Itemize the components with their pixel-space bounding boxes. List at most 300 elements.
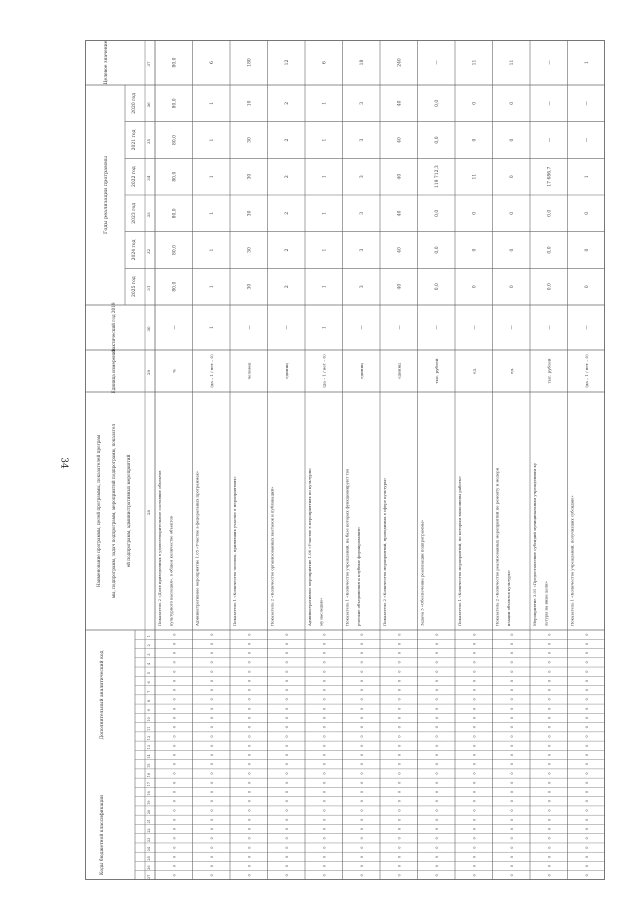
page-number: 34 xyxy=(58,457,69,469)
row-code-value: 0 xyxy=(434,818,439,821)
header-target: Целевое значение xyxy=(104,40,109,85)
header-program-name: мы, подпрограмм, задач подпрограмм, мероприятий подпрограмм, показател xyxy=(111,423,116,599)
row-code-value: 0 xyxy=(509,874,514,877)
code-col-number: 20 xyxy=(147,809,151,815)
header-program-name: Наименование программы, целей программы, показателей програм xyxy=(96,434,101,588)
row-year-value: 1 xyxy=(322,175,328,179)
row-code-value: 0 xyxy=(434,689,439,692)
row-code-value: 0 xyxy=(247,670,252,673)
row-code-value: 0 xyxy=(209,670,214,673)
row-year-value: 0 xyxy=(472,101,478,105)
row-code-value: 0 xyxy=(584,633,589,636)
row-code-value: 0 xyxy=(397,652,402,655)
row-code-value: 0 xyxy=(247,790,252,794)
row-code-value: 0 xyxy=(247,772,252,775)
row-year-value: 0 xyxy=(509,248,515,252)
row-year-value: 1 xyxy=(209,248,215,252)
row-name: Показатель 2 «Доля приведенных в удовлетворительное состояние объектов xyxy=(157,470,162,626)
row-code-value: 0 xyxy=(584,661,589,664)
row-code-value: 0 xyxy=(397,661,402,664)
row-base-value: — xyxy=(284,325,290,330)
row-code-value: 0 xyxy=(359,753,364,757)
row-code-value: 0 xyxy=(472,633,477,636)
row-code-value: 0 xyxy=(509,689,514,692)
row-code-value: 0 xyxy=(284,818,289,821)
row-code-value: 0 xyxy=(322,874,327,877)
row-code-value: 0 xyxy=(209,772,214,775)
row-code-value: 0 xyxy=(172,790,177,794)
row-code-value: 0 xyxy=(359,633,364,636)
row-code-value: 0 xyxy=(547,790,552,794)
row-code-value: 0 xyxy=(397,726,402,729)
row-code-value: 0 xyxy=(397,874,402,877)
row-year-value: 1 xyxy=(584,175,590,179)
row-code-value: 0 xyxy=(509,652,514,655)
row-code-value: 0 xyxy=(359,698,364,701)
row-code-value: 0 xyxy=(584,735,589,738)
row-year-value: 0 xyxy=(584,285,590,289)
row-year-value: 0,0 xyxy=(434,209,440,217)
row-code-value: 0 xyxy=(584,753,589,757)
row-year-value: 1 xyxy=(322,101,328,105)
row-base-value: — xyxy=(584,325,590,330)
row-code-value: 0 xyxy=(284,809,289,812)
row-year-value: 0 xyxy=(472,285,478,289)
col-number: 28 xyxy=(146,509,151,516)
row-code-value: 0 xyxy=(209,827,214,831)
row-code-value: 0 xyxy=(247,642,252,646)
row-code-value: 0 xyxy=(472,781,477,784)
row-year-value: 80,0 xyxy=(172,208,178,219)
code-col-number: 21 xyxy=(147,819,151,824)
row-code-value: 0 xyxy=(359,735,364,738)
row-code-value: 0 xyxy=(509,707,514,710)
row-code-value: 0 xyxy=(359,661,364,664)
row-code-value: 0 xyxy=(584,809,589,812)
row-target-value: 240 xyxy=(397,58,403,67)
row-code-value: 0 xyxy=(472,689,477,692)
row-year-value: 30 xyxy=(247,137,253,143)
row-code-value: 0 xyxy=(397,716,402,720)
row-code-value: 0 xyxy=(434,855,439,858)
row-code-value: 0 xyxy=(172,716,177,720)
row-code-value: 0 xyxy=(359,837,364,840)
row-code-value: 0 xyxy=(547,864,552,868)
row-code-value: 0 xyxy=(172,837,177,840)
row-code-value: 0 xyxy=(472,818,477,821)
row-code-value: 0 xyxy=(209,800,214,803)
row-code-value: 0 xyxy=(247,753,252,757)
row-year-value: 1 xyxy=(209,175,215,179)
row-code-value: 0 xyxy=(547,846,552,849)
row-year-value: 0 xyxy=(472,138,478,142)
row-code-value: 0 xyxy=(509,744,514,747)
row-code-value: 0 xyxy=(322,855,327,858)
row-code-value: 0 xyxy=(322,772,327,775)
col-number: 31 xyxy=(146,285,151,291)
row-code-value: 0 xyxy=(547,809,552,812)
row-code-value: 0 xyxy=(172,689,177,692)
row-code-value: 0 xyxy=(397,642,402,646)
row-year-value: 40 xyxy=(397,210,403,217)
row-year-value: 2 xyxy=(284,138,290,142)
row-code-value: 0 xyxy=(284,633,289,636)
row-code-value: 0 xyxy=(172,726,177,729)
row-code-value: 0 xyxy=(434,790,439,794)
row-code-value: 0 xyxy=(397,689,402,692)
row-code-value: 0 xyxy=(284,716,289,720)
row-code-value: 0 xyxy=(209,633,214,636)
row-code-value: 0 xyxy=(584,698,589,701)
row-code-value: 0 xyxy=(472,642,477,646)
col-number: 30 xyxy=(146,326,151,332)
row-unit: ед. xyxy=(471,367,477,375)
row-name: Показатель 1 «Количество мероприятий, по которым выполнены работы» xyxy=(457,475,462,626)
header-budget-codes: Коды бюджетной классификации xyxy=(100,794,105,876)
row-code-value: 0 xyxy=(584,679,589,683)
row-code-value: 0 xyxy=(584,642,589,646)
row-code-value: 0 xyxy=(359,763,364,766)
row-year-value: 2 xyxy=(284,175,290,179)
code-col-number: 8 xyxy=(147,699,151,703)
row-code-value: 0 xyxy=(284,827,289,831)
row-year-value: 3 xyxy=(359,138,365,142)
row-code-value: 0 xyxy=(472,763,477,766)
row-year-value: 0 xyxy=(509,175,515,179)
row-code-value: 0 xyxy=(584,837,589,840)
row-code-value: 0 xyxy=(284,790,289,794)
row-year-value: 80,0 xyxy=(172,134,178,146)
row-code-value: 0 xyxy=(172,670,177,673)
row-code-value: 0 xyxy=(547,772,552,775)
row-code-value: 0 xyxy=(509,670,514,673)
row-code-value: 0 xyxy=(172,661,177,664)
row-base-value: — xyxy=(172,325,178,330)
row-code-value: 0 xyxy=(434,670,439,673)
row-target-value: 12 xyxy=(284,59,290,66)
row-code-value: 0 xyxy=(547,633,552,636)
row-year-value: 0 xyxy=(509,285,515,289)
row-year-value: 40 xyxy=(397,247,403,253)
header-year: 2024 год xyxy=(132,239,137,261)
row-code-value: 0 xyxy=(397,790,402,794)
row-code-value: 0 xyxy=(209,846,214,849)
row-year-value: 11 xyxy=(472,173,478,180)
code-col-number: 17 xyxy=(147,782,151,787)
row-code-value: 0 xyxy=(397,753,402,757)
row-code-value: 0 xyxy=(247,818,252,821)
row-code-value: 0 xyxy=(322,864,327,868)
row-year-value: 0,0 xyxy=(547,209,553,217)
row-code-value: 0 xyxy=(322,837,327,840)
row-code-value: 0 xyxy=(284,707,289,710)
row-name: Мероприятие 3.01 «Предоставление субсидий муниципальным учреждениям ку xyxy=(532,462,537,626)
row-code-value: 0 xyxy=(322,642,327,646)
row-code-value: 0 xyxy=(434,846,439,849)
header-base-year: Фактический год 2019 xyxy=(111,302,116,353)
code-col-number: 25 xyxy=(147,856,151,861)
row-code-value: 0 xyxy=(247,633,252,636)
row-code-value: 0 xyxy=(359,652,364,655)
row-code-value: 0 xyxy=(284,698,289,701)
row-code-value: 0 xyxy=(284,689,289,692)
row-code-value: 0 xyxy=(284,837,289,840)
row-code-value: 0 xyxy=(397,837,402,840)
row-code-value: 0 xyxy=(547,781,552,784)
row-code-value: 0 xyxy=(322,790,327,794)
row-unit: тыс. рублей xyxy=(546,358,552,384)
row-code-value: 0 xyxy=(209,735,214,738)
row-year-value: 1 xyxy=(322,138,328,142)
row-code-value: 0 xyxy=(322,753,327,757)
row-code-value: 0 xyxy=(584,790,589,794)
row-name: му наследию» xyxy=(318,597,324,626)
row-code-value: 0 xyxy=(322,846,327,849)
row-code-value: 0 xyxy=(397,809,402,812)
document-table xyxy=(85,40,605,880)
col-number: 34 xyxy=(146,175,151,181)
row-code-value: 0 xyxy=(397,800,402,803)
code-col-number: 19 xyxy=(147,800,151,806)
row-code-value: 0 xyxy=(509,716,514,720)
row-code-value: 0 xyxy=(172,818,177,821)
row-code-value: 0 xyxy=(247,864,252,868)
row-code-value: 0 xyxy=(209,679,214,683)
code-col-number: 1 xyxy=(147,635,151,638)
row-code-value: 0 xyxy=(209,661,214,664)
row-year-value: 80,0 xyxy=(172,244,178,256)
row-code-value: 0 xyxy=(509,772,514,775)
row-code-value: 0 xyxy=(509,735,514,738)
row-code-value: 0 xyxy=(584,781,589,784)
row-code-value: 0 xyxy=(247,716,252,720)
row-code-value: 0 xyxy=(584,652,589,655)
row-code-value: 0 xyxy=(359,670,364,673)
row-year-value: 1 xyxy=(209,101,215,105)
row-code-value: 0 xyxy=(284,846,289,849)
row-year-value: 3 xyxy=(359,175,365,179)
row-code-value: 0 xyxy=(547,855,552,858)
row-year-value: 0 xyxy=(584,248,590,252)
row-code-value: 0 xyxy=(584,827,589,831)
row-code-value: 0 xyxy=(397,633,402,636)
code-col-number: 16 xyxy=(147,772,151,778)
row-code-value: 0 xyxy=(172,753,177,757)
row-code-value: 0 xyxy=(284,679,289,683)
row-name: Показатель 1 «Количество учреждений, на базе которых функционируют тво xyxy=(344,469,350,626)
row-code-value: 0 xyxy=(472,716,477,720)
row-code-value: 0 xyxy=(247,855,252,858)
row-year-value: 30 xyxy=(247,210,253,217)
row-code-value: 0 xyxy=(359,800,364,803)
row-code-value: 0 xyxy=(209,818,214,821)
code-col-number: 15 xyxy=(147,763,151,768)
row-code-value: 0 xyxy=(434,633,439,636)
row-year-value: 1 xyxy=(209,211,215,215)
row-code-value: 0 xyxy=(209,698,214,701)
row-code-value: 0 xyxy=(172,864,177,868)
row-name: льтуры на иные цели» xyxy=(543,581,549,626)
row-year-value: 1 xyxy=(209,138,215,142)
row-code-value: 0 xyxy=(172,652,177,655)
row-code-value: 0 xyxy=(172,800,177,803)
row-year-value: 10 xyxy=(247,100,253,107)
row-unit: ед. xyxy=(508,367,514,375)
row-code-value: 0 xyxy=(284,753,289,757)
row-year-value: 0,0 xyxy=(434,283,440,291)
row-name: рческие объединения и клубные формирования» xyxy=(356,526,362,626)
row-code-value: 0 xyxy=(397,707,402,710)
row-code-value: 0 xyxy=(209,744,214,747)
header-additional-code: Дополнительный аналитический код xyxy=(100,650,105,740)
row-year-value: 0,0 xyxy=(434,246,440,254)
row-name: Показатель 2 «Количество мероприятий, проводимых в сфере культуры» xyxy=(382,477,387,626)
row-code-value: 0 xyxy=(284,661,289,664)
row-code-value: 0 xyxy=(322,679,327,683)
row-code-value: 0 xyxy=(397,772,402,775)
row-year-value: 3 xyxy=(359,248,365,252)
row-code-value: 0 xyxy=(472,790,477,794)
row-year-value: 40 xyxy=(397,283,403,290)
header-year: 2020 год xyxy=(132,92,137,114)
row-year-value: 0,0 xyxy=(547,283,553,291)
col-number: 37 xyxy=(146,61,151,67)
row-code-value: 0 xyxy=(172,698,177,701)
row-year-value: 119 712,3 xyxy=(434,165,440,189)
row-target-value: — xyxy=(434,60,440,65)
row-code-value: 0 xyxy=(247,735,252,738)
row-code-value: 0 xyxy=(509,790,514,794)
row-code-value: 0 xyxy=(509,633,514,636)
row-name: Показатель 1 «Количество человек, принявших участие в мероприятиях» xyxy=(232,476,237,626)
row-base-value: 1 xyxy=(209,326,215,329)
row-code-value: 0 xyxy=(509,661,514,664)
row-year-value: 40 xyxy=(397,173,403,180)
row-code-value: 0 xyxy=(472,707,477,710)
row-year-value: — xyxy=(584,101,590,106)
row-target-value: 18 xyxy=(359,59,365,66)
row-code-value: 0 xyxy=(359,726,364,729)
row-year-value: 1 xyxy=(322,285,328,289)
col-number: 35 xyxy=(146,138,151,145)
row-code-value: 0 xyxy=(509,846,514,849)
row-code-value: 0 xyxy=(584,763,589,766)
row-name: Административное мероприятие 1.05 «Участие в федеральных программах» xyxy=(194,470,200,626)
row-unit: единиц xyxy=(396,363,402,379)
row-code-value: 0 xyxy=(172,744,177,747)
row-code-value: 0 xyxy=(472,800,477,803)
row-code-value: 0 xyxy=(434,864,439,868)
row-name: Задача 3 «Обеспечение реализации подпрограммы» xyxy=(419,519,425,626)
row-code-value: 0 xyxy=(584,670,589,673)
row-code-value: 0 xyxy=(434,753,439,757)
row-code-value: 0 xyxy=(584,707,589,710)
row-code-value: 0 xyxy=(434,827,439,831)
row-code-value: 0 xyxy=(247,661,252,664)
row-code-value: 0 xyxy=(247,689,252,692)
row-code-value: 0 xyxy=(472,874,477,877)
row-code-value: 0 xyxy=(209,652,214,655)
row-code-value: 0 xyxy=(584,855,589,858)
row-code-value: 0 xyxy=(397,781,402,784)
row-base-value: — xyxy=(472,325,478,330)
row-code-value: 0 xyxy=(434,735,439,738)
code-col-number: 9 xyxy=(147,709,151,712)
row-code-value: 0 xyxy=(472,726,477,729)
row-code-value: 0 xyxy=(397,827,402,831)
row-year-value: 80,0 xyxy=(172,171,178,182)
table-border xyxy=(86,41,605,880)
row-code-value: 0 xyxy=(209,753,214,757)
header-units: Единица измерения xyxy=(111,348,116,394)
row-code-value: 0 xyxy=(209,642,214,646)
row-name: Показатель 2 «Количество организованных выставок и публикаций» xyxy=(269,486,275,626)
row-code-value: 0 xyxy=(397,818,402,821)
row-code-value: 0 xyxy=(434,874,439,877)
row-code-value: 0 xyxy=(359,744,364,747)
row-code-value: 0 xyxy=(322,763,327,766)
row-code-value: 0 xyxy=(547,744,552,747)
row-code-value: 0 xyxy=(322,726,327,729)
row-code-value: 0 xyxy=(322,633,327,636)
code-col-number: 4 xyxy=(147,662,151,666)
code-col-number: 23 xyxy=(147,837,151,843)
row-code-value: 0 xyxy=(359,689,364,692)
row-code-value: 0 xyxy=(509,864,514,868)
row-code-value: 0 xyxy=(434,642,439,646)
row-code-value: 0 xyxy=(547,726,552,729)
row-year-value: 0 xyxy=(472,211,478,215)
row-code-value: 0 xyxy=(434,837,439,840)
row-code-value: 0 xyxy=(397,744,402,747)
header-year: 2023 год xyxy=(132,202,137,224)
row-year-value: 30 xyxy=(247,283,253,290)
row-code-value: 0 xyxy=(509,818,514,821)
row-code-value: 0 xyxy=(509,726,514,729)
row-target-value: 6 xyxy=(209,61,215,64)
row-target-value: 11 xyxy=(472,59,478,66)
code-col-number: 22 xyxy=(147,828,151,833)
row-code-value: 0 xyxy=(247,809,252,812)
row-code-value: 0 xyxy=(247,726,252,729)
row-code-value: 0 xyxy=(247,652,252,655)
row-year-value: 0,0 xyxy=(547,246,553,254)
row-code-value: 0 xyxy=(209,716,214,720)
row-code-value: 0 xyxy=(509,642,514,646)
row-code-value: 0 xyxy=(584,818,589,821)
row-code-value: 0 xyxy=(509,855,514,858)
code-col-number: 13 xyxy=(147,745,151,750)
row-code-value: 0 xyxy=(434,772,439,775)
row-year-value: 0 xyxy=(584,211,590,215)
row-code-value: 0 xyxy=(172,846,177,849)
row-unit: единиц xyxy=(283,363,289,379)
row-code-value: 0 xyxy=(172,874,177,877)
row-base-value: — xyxy=(359,325,365,330)
row-code-value: 0 xyxy=(322,707,327,710)
row-code-value: 0 xyxy=(547,670,552,673)
row-code-value: 0 xyxy=(322,781,327,784)
row-code-value: 0 xyxy=(472,809,477,812)
row-code-value: 0 xyxy=(547,707,552,710)
row-unit: (да – 1 / нет – 0) xyxy=(321,354,327,388)
row-base-value: — xyxy=(247,325,253,330)
row-code-value: 0 xyxy=(434,698,439,701)
row-code-value: 0 xyxy=(322,670,327,673)
row-year-value: 30 xyxy=(247,247,253,253)
row-target-value: — xyxy=(547,60,553,65)
row-code-value: 0 xyxy=(172,855,177,858)
